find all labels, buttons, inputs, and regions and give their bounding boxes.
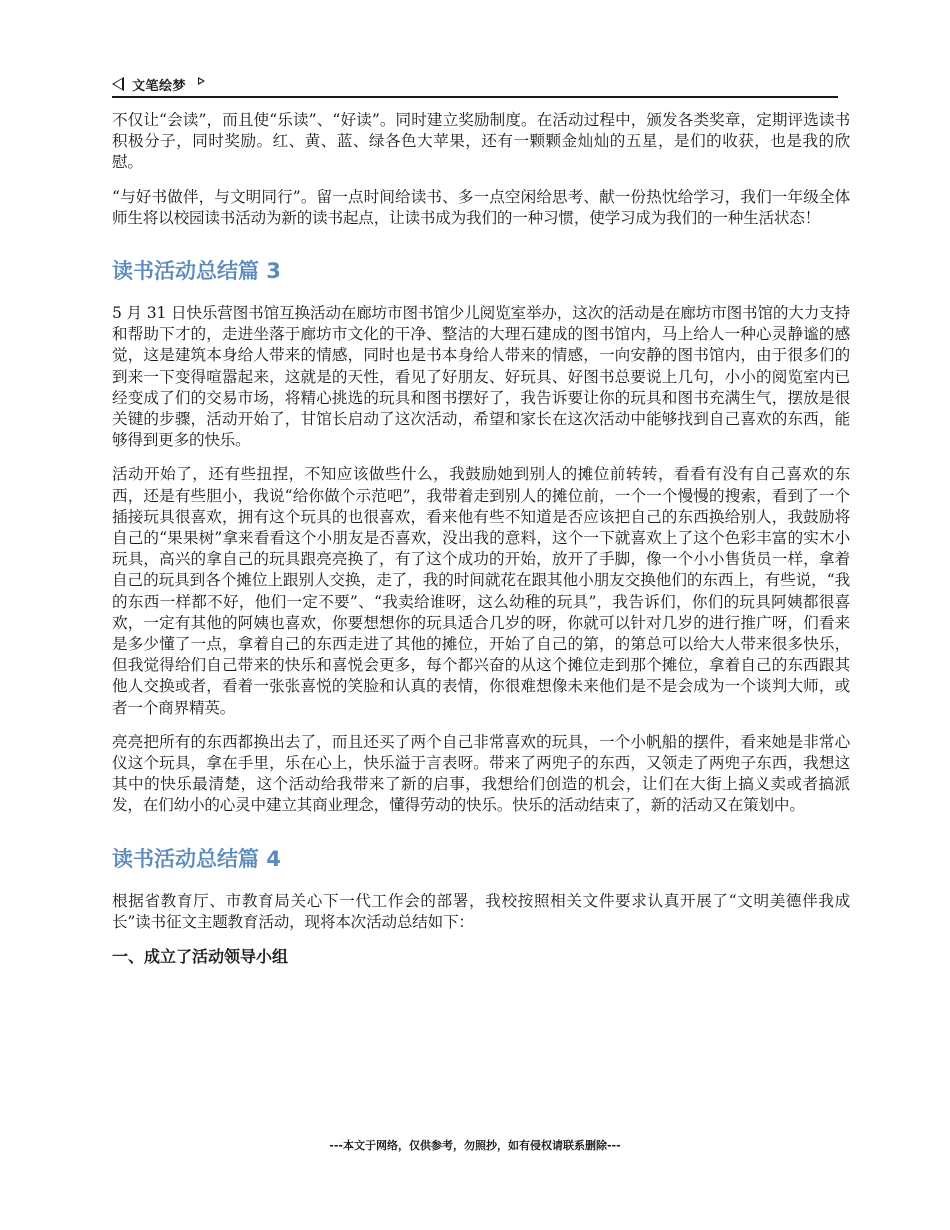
page-footer: ---本文于网络，仅供参考，勿照抄，如有侵权请联系删除--- bbox=[329, 1139, 621, 1152]
section-4-subheading: 一、成立了活动领导小组 bbox=[112, 947, 289, 967]
document-body bbox=[112, 110, 850, 968]
section-4-title: 读书活动总结篇 4 bbox=[112, 846, 281, 871]
section-3-title: 读书活动总结篇 3 bbox=[112, 259, 281, 284]
section-3-paragraph-1: 5 月 31 日快乐营图书馆互换活动在廊坊市图书馆少儿阅览室举办，这次的活动是在廊坊市图书馆的大力支持和帮助下才的，走进坐落于廊坊市文化的干净、整洁的大理石建成的图书馆内，马上给人一种心灵静谧的感觉，这是建筑本身给人带来的情感，同时也是书本身给人带来的情感，一向安静的图书馆内，由于很多们的到来一下变得喧嚣起来，这就是的天性，看见了好朋友、好玩具、好图书总要说上几句，小小的阅览室内已经变成了们的交易市场，将精心挑选的玩具和图书摆好了，我告诉要让你的玩具和图书充满生气，摆放是很关键的步骤，活动开始了，甘馆长启动了这次活动，希望和家长在这次活动中能够找到自己喜欢的东西，能够得到更多的快乐。 bbox=[112, 304, 850, 450]
section-3-paragraph-3: 亮亮把所有的东西都换出去了，而且还买了两个自己非常喜欢的玩具，一个小帆船的摆件，看来她是非常心仪这个玩具，拿在手里，乐在心上，快乐溢于言表呀。带来了两兜子的东西，又领走了两兜子东西，我想这其中的快乐最清楚，这个活动给我带来了新的启事，我想给们创造的机会，让们在大街上搞义卖或者搞派发，在们幼小的心灵中建立其商业理念，懂得劳动的快乐。快乐的活动结束了，新的活动又在策划中。 bbox=[112, 732, 850, 815]
brand-name: 文笔绘梦 bbox=[132, 78, 187, 94]
section-3-paragraph-2: 活动开始了，还有些扭捏，不知应该做些什么，我鼓励她到别人的摊位前转转，看看有没有自己喜欢的东西，还是有些胆小，我说“给你做个示范吧”，我带着走到别人的摊位前，一个一个慢慢的搜索，看到了一个插接玩具很喜欢，拥有这个玩具的也很喜欢，看来他有些不知道是否应该把自己的东西换给别人，我鼓励将自己的“果果树”拿来看看这个小朋友是否喜欢，没出我的意料，这个一下就喜欢上了这个色彩丰富的实木小玩具，高兴的拿自己的玩具跟亮亮换了，有了这个成功的开始，放开了手脚，像一个小小售货员一样，拿着自己的玩具到各个摊位上跟别人交换，走了，我的时间就花在跟其他小朋友交换他们的东西上，有些说，“我的东西一样都不好，他们一定不要”、“我卖给谁呀，这么幼稚的玩具”，我告诉们，你们的玩具阿姨都很喜欢，一定有其他的阿姨也喜欢，你要想想你的玩具适合几岁的呀，你就可以针对几岁的进行推广呀，们看来是多少懂了一点，拿着自己的东西走进了其他的摊位，开始了自己的第，的第总可以给大人带来很多快乐，但我觉得给们自己带来的快乐和喜悦会更多，每个都兴奋的从这个摊位走到那个摊位，拿着自己的东西跟其他人交换或者，看着一张张喜悦的笑脸和认真的表情，你很难想像未来他们是不是会成为一个谈判大师，或者一个商界精英。 bbox=[112, 465, 850, 717]
triangle-right-icon bbox=[198, 77, 205, 85]
page-header bbox=[112, 72, 838, 98]
intro-paragraph-2: “与好书做伴，与文明同行”。留一点时间给读书、多一点空闲给思考、献一份热忱给学习，我们一年级全体师生将以校园读书活动为新的读书起点，让读书成为我们的一种习惯，使学习成为我们的一种生活状态！ bbox=[112, 187, 850, 227]
triangle-left-icon bbox=[112, 77, 124, 91]
intro-paragraph-1: 不仅让“会读”，而且使“乐读”、“好读”。同时建立奖励制度。在活动过程中，颁发各类奖章，定期评选读书积极分子，同时奖励。红、黄、蓝、绿各色大苹果，还有一颗颗金灿灿的五星，是们的收获，也是我的欣慰。 bbox=[112, 111, 850, 172]
section-4-paragraph-1: 根据省教育厅、市教育局关心下一代工作会的部署，我校按照相关文件要求认真开展了“文明美德伴我成长”读书征文主题教育活动，现将本次活动总结如下： bbox=[112, 891, 850, 931]
